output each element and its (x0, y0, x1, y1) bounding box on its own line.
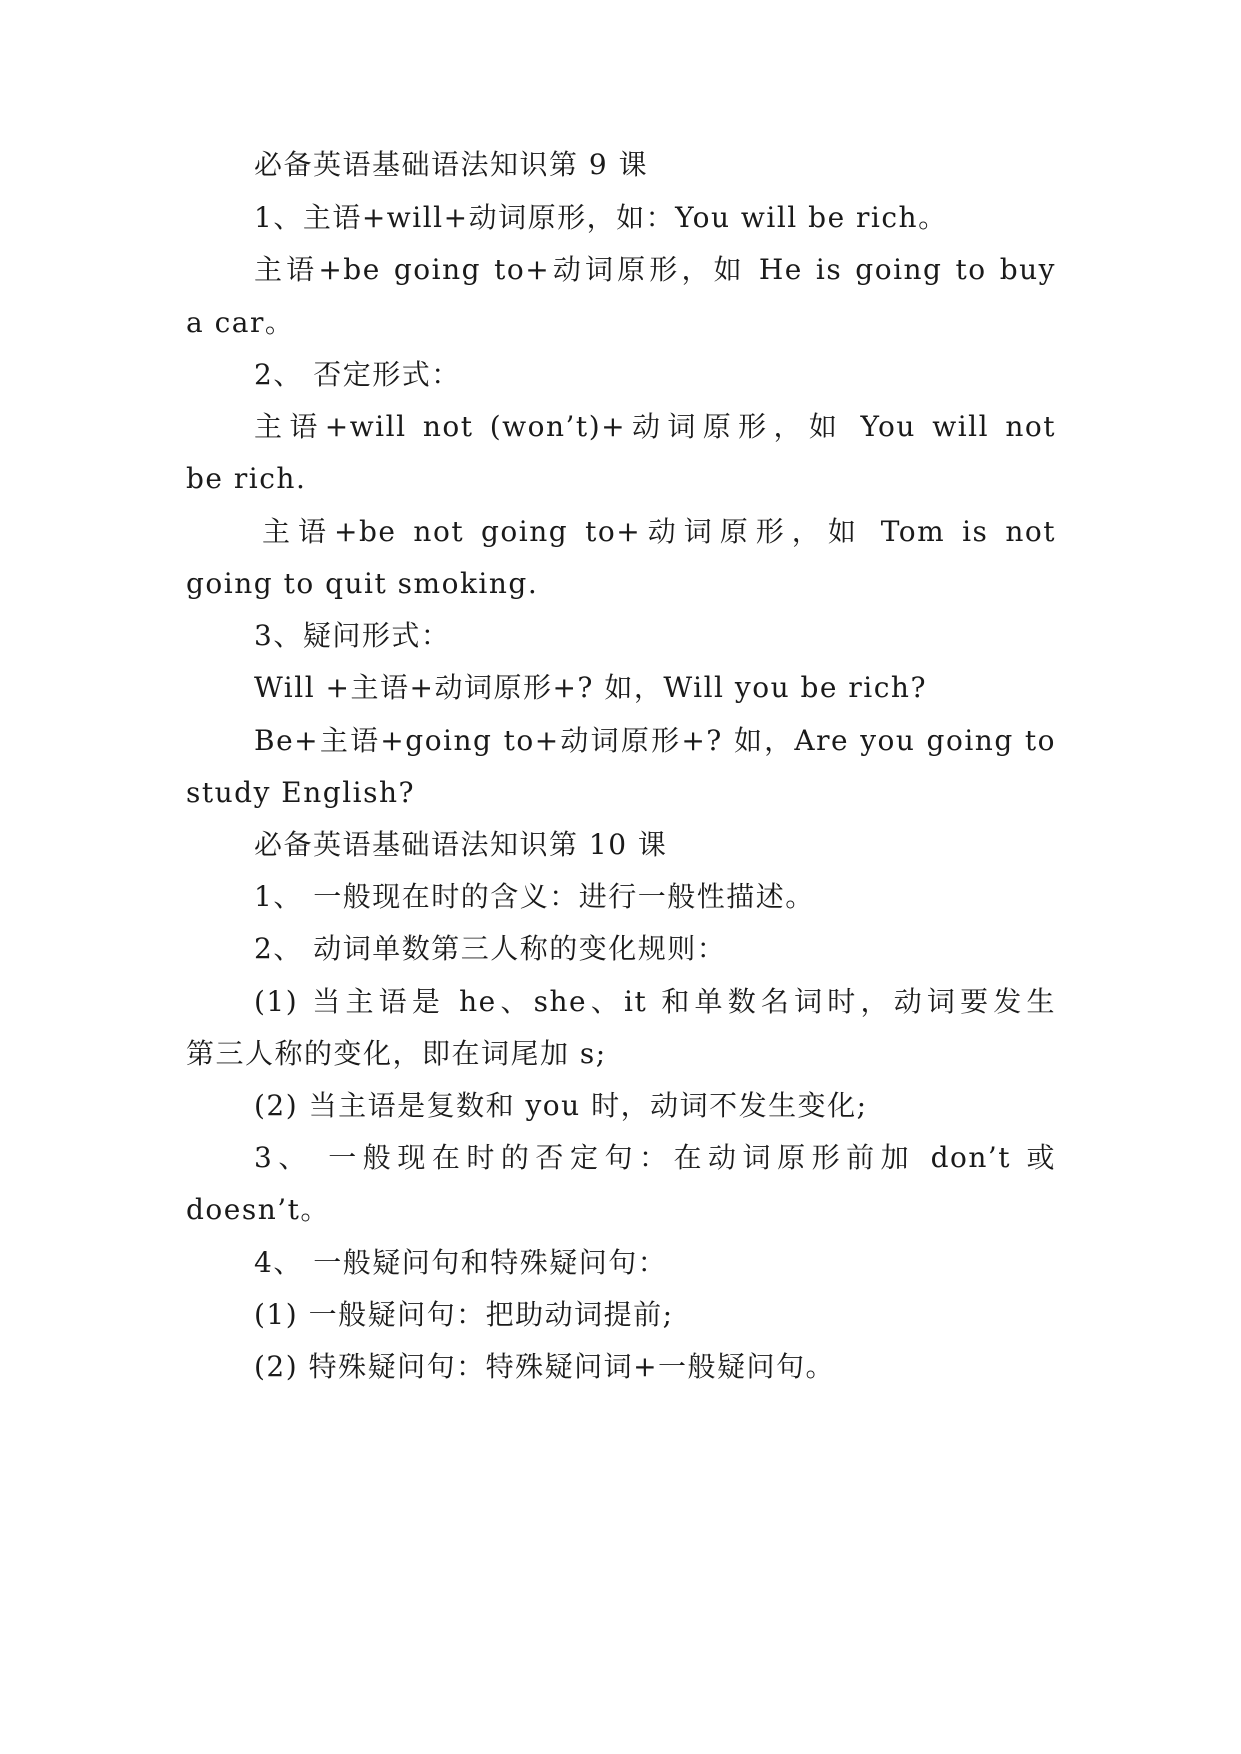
paragraph-line: study English? (186, 776, 416, 809)
paragraph-line: 4、 一般疑问句和特殊疑问句： (254, 1246, 668, 1279)
lesson-9-heading: 必备英语基础语法知识第 9 课 (254, 148, 649, 181)
paragraph-line: 2、 否定形式： (254, 358, 461, 391)
document-page (186, 0, 1056, 1754)
paragraph-line: (2) 当主语是复数和 you 时，动词不发生变化; (254, 1089, 868, 1122)
paragraph-line: 主语+be not going to+动词原形，如 Tom is not (262, 515, 1056, 548)
paragraph-line: (2) 特殊疑问句：特殊疑问词+一般疑问句。 (254, 1350, 836, 1383)
paragraph-line: be rich. (186, 462, 307, 495)
lesson-10-heading: 必备英语基础语法知识第 10 课 (254, 828, 668, 861)
paragraph-line: (1) 一般疑问句：把助动词提前; (254, 1298, 674, 1331)
paragraph-line: 1、主语+will+动词原形，如：You will be rich。 (254, 201, 948, 234)
paragraph-line: going to quit smoking. (186, 567, 539, 600)
paragraph-line: 主语+be going to+动词原形，如 He is going to buy (254, 253, 1056, 286)
paragraph-line: Be+主语+going to+动词原形+? 如，Are you going to (254, 724, 1056, 757)
paragraph-line: 主语+will not (won’t)+动词原形，如 You will not (254, 410, 1056, 443)
paragraph-line: 1、 一般现在时的含义：进行一般性描述。 (254, 880, 815, 913)
paragraph-line: (1) 当主语是 he、she、it 和单数名词时，动词要发生 (254, 985, 1056, 1018)
paragraph-line: a car。 (186, 306, 295, 339)
paragraph-line: 3、疑问形式： (254, 619, 451, 652)
paragraph-line: doesn’t。 (186, 1193, 330, 1226)
paragraph-line: Will +主语+动词原形+? 如，Will you be rich? (254, 671, 927, 704)
paragraph-line: 2、 动词单数第三人称的变化规则： (254, 932, 727, 965)
paragraph-line: 3、 一般现在时的否定句：在动词原形前加 don’t 或 (254, 1141, 1056, 1174)
paragraph-line: 第三人称的变化，即在词尾加 s; (186, 1037, 607, 1070)
